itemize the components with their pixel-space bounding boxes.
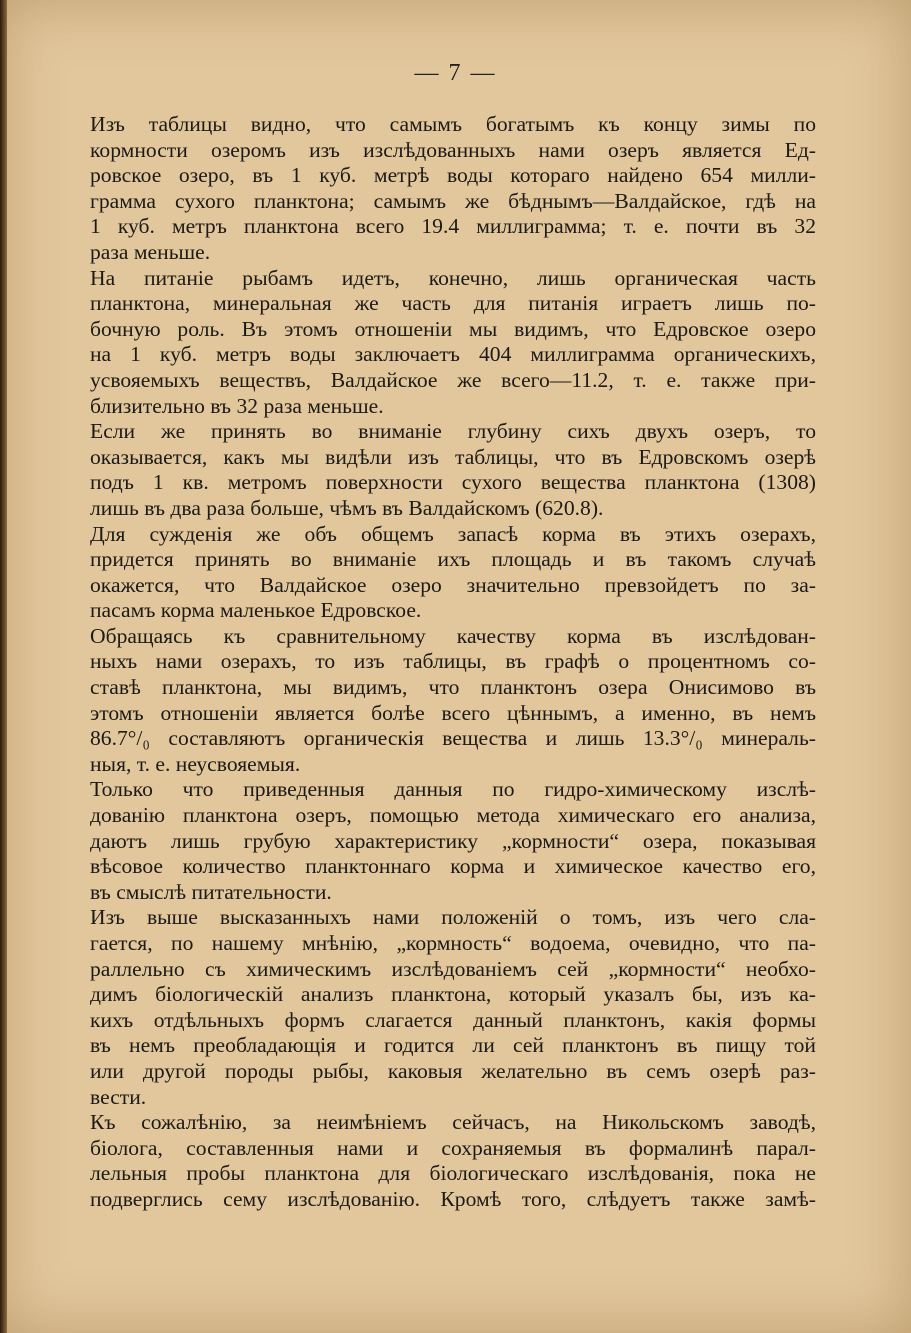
- text-line: бочную роль. Въ этомъ отношеніи мы видимъ, что Едровское озеро: [90, 316, 816, 341]
- text-line: раза меньше.: [90, 239, 211, 264]
- text-line: кормности озеромъ изъ изслѣдованныхъ нами озеръ является Ед-: [90, 137, 816, 162]
- text-line: ныя, т. е. неусвояемыя.: [90, 751, 301, 776]
- text-line: вести.: [90, 1084, 147, 1109]
- text-line: оказывается, какъ мы видѣли изъ таблицы, что въ Едровскомъ озерѣ: [90, 444, 816, 469]
- text-line: ровское озеро, въ 1 куб. метрѣ воды котораго найдено 654 милли-: [90, 163, 816, 188]
- page-number: — 7 —: [414, 60, 497, 86]
- text-line: усвояемыхъ веществъ, Валдайское же всего—11.2, т. е. также при-: [90, 367, 816, 392]
- text-line: лельныя пробы планктона для біологическаго изслѣдованія, пока не: [90, 1161, 816, 1186]
- text-line: На питаніе рыбамъ идетъ, конечно, лишь органическая часть: [90, 265, 816, 290]
- text-line: даютъ лишь грубую характеристику „кормности“ озера, показывая: [90, 828, 816, 853]
- text-line: пасамъ корма маленькое Едровское.: [90, 598, 422, 623]
- text-line: подъ 1 кв. метромъ поверхности сухого вещества планктона (1308): [90, 470, 816, 495]
- text-line: Обращаясь къ сравнительному качеству корма въ изслѣдован-: [90, 623, 816, 648]
- text-line: на 1 куб. метръ воды заключаетъ 404 миллиграмма органическихъ,: [90, 342, 816, 367]
- text-line: грамма сухого планктона; самымъ же бѣднымъ—Валдайское, гдѣ на: [90, 188, 816, 213]
- text-line: дованію планктона озеръ, помощью метода химическаго его анализа,: [90, 803, 816, 828]
- text-line: Для сужденія же объ общемъ запасѣ корма въ этихъ озерахъ,: [90, 521, 816, 546]
- text-line: этомъ отношеніи является болѣе всего цѣннымъ, а именно, въ немъ: [90, 700, 816, 725]
- text-line: лишь въ два раза больше, чѣмъ въ Валдайскомъ (620.8).: [90, 495, 604, 520]
- text-line: 86.7°/₀ составляютъ органическія вещества и лишь 13.3°/₀ минераль-: [90, 726, 816, 751]
- text-line: Только что приведенныя данныя по гидро-химическому изслѣ-: [90, 777, 816, 802]
- text-line: планктона, минеральная же часть для питанія играетъ лишь по-: [90, 291, 816, 316]
- text-line: гается, по нашему мнѣнію, „кормность“ водоема, очевидно, что па-: [90, 931, 816, 955]
- text-line: Къ сожалѣнію, за неимѣніемъ сейчасъ, на Никольскомъ заводѣ,: [90, 1110, 816, 1135]
- text-line: окажется, что Валдайское озеро значительно превзойдетъ по за-: [90, 572, 816, 597]
- text-line: въ немъ преобладающія и годится ли сей планктонъ въ пищу той: [90, 1033, 816, 1058]
- text-line: Изъ выше высказанныхъ нами положеній о томъ, изъ чего сла-: [90, 905, 816, 930]
- text-line: 1 куб. метръ планктона всего 19.4 миллиграмма; т. е. почти въ 32: [90, 214, 816, 239]
- text-line: подверглись сему изслѣдованію. Кромѣ того, слѣдуетъ также замѣ-: [90, 1186, 816, 1211]
- text-line: ныхъ нами озерахъ, то изъ таблицы, въ графѣ о процентномъ со-: [90, 649, 816, 674]
- text-line: біолога, составленныя нами и сохраняемыя въ формалинѣ парал-: [90, 1135, 816, 1160]
- text-line: Если же принять во вниманіе глубину сихъ двухъ озеръ, то: [90, 419, 816, 444]
- text-line: или другой породы рыбы, каковыя желательно въ семъ озерѣ раз-: [90, 1058, 816, 1083]
- page-edge-shadow: [0, 0, 7, 1333]
- text-line: придется принять во вниманіе ихъ площадь и въ такомъ случаѣ: [90, 547, 816, 572]
- body-text: [90, 112, 816, 1213]
- text-line: близительно въ 32 раза меньше.: [90, 393, 384, 418]
- text-line: Изъ таблицы видно, что самымъ богатымъ къ концу зимы по: [90, 112, 816, 136]
- text-line: димъ біологическій анализъ планктона, который указалъ бы, изъ ка-: [90, 982, 816, 1007]
- text-line: вѣсовое количество планктоннаго корма и химическое качество его,: [90, 854, 816, 879]
- text-line: ставѣ планктона, мы видимъ, что планктонъ озера Онисимово въ: [90, 675, 816, 700]
- text-line: въ смыслѣ питательности.: [90, 879, 332, 904]
- text-line: кихъ отдѣльныхъ формъ слагается данный планктонъ, какія формы: [90, 1007, 816, 1032]
- text-line: раллельно съ химическимъ изслѣдованіемъ сей „кормности“ необхо-: [90, 956, 816, 981]
